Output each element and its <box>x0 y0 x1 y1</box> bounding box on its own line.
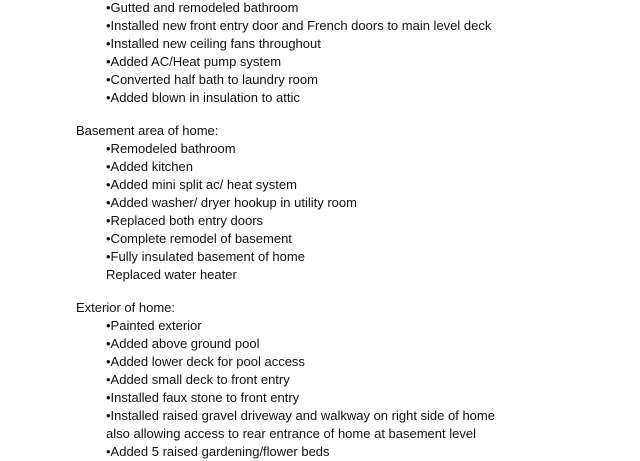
list-item: •Installed raised gravel driveway and walkway on right side of home <box>106 408 495 423</box>
list-item: •Fully insulated basement of home <box>106 249 305 264</box>
list-item: •Added small deck to front entry <box>106 372 290 387</box>
list-item: •Added 5 raised gardening/flower beds <box>106 444 330 459</box>
list-item: •Remodeled bathroom <box>106 141 236 156</box>
list-item: •Installed new front entry door and French doors to main level deck <box>106 18 492 33</box>
list-item: •Added blown in insulation to attic <box>106 90 300 105</box>
list-item: •Installed new ceiling fans throughout <box>106 36 321 51</box>
list-item: •Added mini split ac/ heat system <box>106 177 297 192</box>
list-item: •Gutted and remodeled bathroom <box>106 0 299 15</box>
list-item: •Added AC/Heat pump system <box>106 54 282 69</box>
list-item: •Added above ground pool <box>106 336 260 351</box>
list-item: •Converted half bath to laundry room <box>106 72 318 87</box>
list-item: •Painted exterior <box>106 318 202 333</box>
list-item: •Replaced both entry doors <box>106 213 264 228</box>
section-heading-exterior: Exterior of home: <box>76 300 175 315</box>
list-item: •Complete remodel of basement <box>106 231 292 246</box>
list-item-continuation: also allowing access to rear entrance of home at basement level <box>106 426 476 441</box>
list-item: •Added washer/ dryer hookup in utility room <box>106 195 357 210</box>
list-item: Replaced water heater <box>106 267 237 282</box>
section-heading-basement: Basement area of home: <box>76 123 219 138</box>
list-item: •Installed faux stone to front entry <box>106 390 300 405</box>
list-item: •Added lower deck for pool access <box>106 354 305 369</box>
list-item: •Added kitchen <box>106 159 193 174</box>
